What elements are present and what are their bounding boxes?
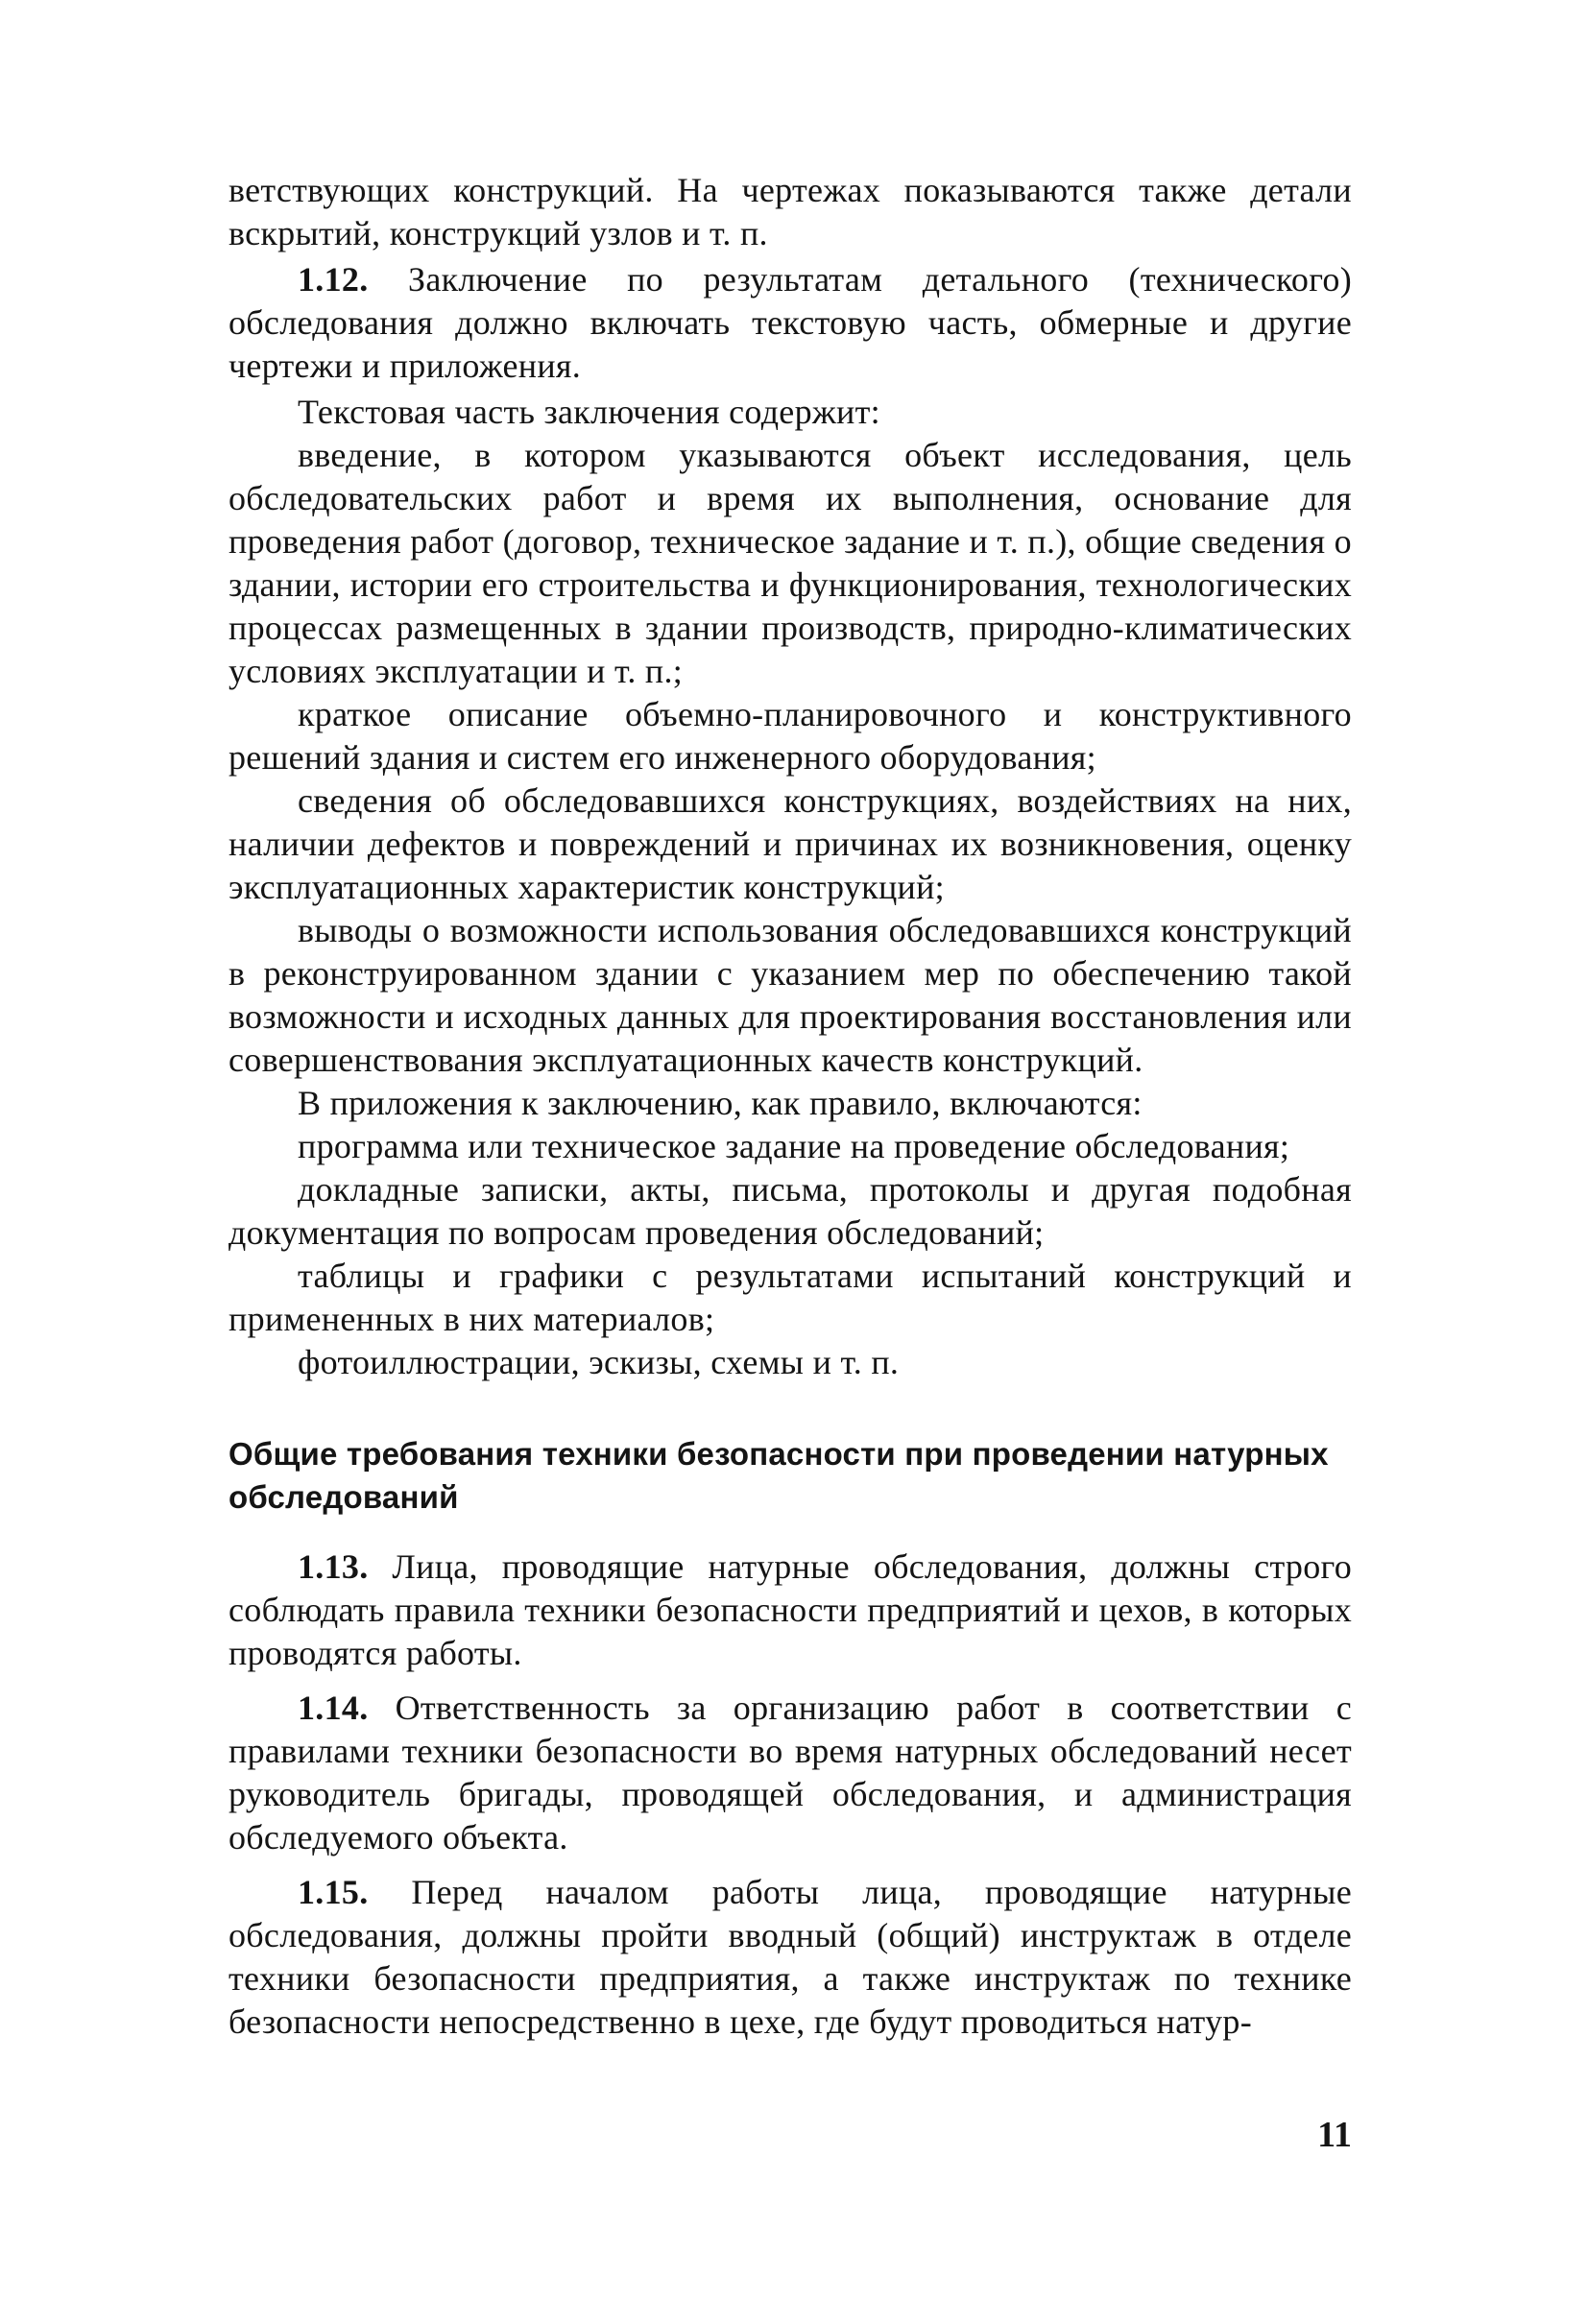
section-heading: Общие требования техники безопасности при проведении натурных обследований (229, 1436, 1329, 1515)
section-text: Заключение по результатам детального (технического) обследования должно включать текстовую часть, обмерные и другие чертежи и приложения. (229, 260, 1352, 385)
list-item: фотоиллюстрации, эскизы, схемы и т. п. (298, 1343, 900, 1381)
list-item: введение, в котором указываются объект исследования, цель обследовательских работ и время их выполнения, основание для проведения работ (договор, техническое задание и т. п.), общие сведения о здании, истории его строительства и функционирования, технологических процессах размещенных в здании производств, природно-климатических условиях эксплуатации и т. п.; (229, 436, 1352, 690)
list-item: краткое описание объемно-планировочного и конструктивного решений здания и систем его инженерного оборудования; (229, 695, 1352, 777)
section-number: 1.13. (298, 1547, 369, 1586)
list-item: выводы о возможности использования обследовавшихся конструкций в реконструированном здании с указанием мер по обеспечению такой возможности и исходных данных для проектирования восстановления или совершенствования эксплуатационных качеств конструкций. (229, 911, 1352, 1079)
section-text: Перед началом работы лица, проводящие натурные обследования, должны пройти вводный (общий) инструктаж в отделе техники безопасности предприятия, а также инструктаж по технике безопасности непосредственно в цехе, где будут проводиться натур- (229, 1873, 1352, 2041)
list-item: сведения об обследовавшихся конструкциях, воздействиях на них, наличии дефектов и повреждений и причинах их возникновения, оценку эксплуатационных характеристик конструкций; (229, 781, 1352, 906)
section-number: 1.14. (298, 1689, 369, 1727)
list-item: таблицы и графики с результатами испытаний конструкций и примененных в них материалов; (229, 1257, 1352, 1338)
paragraph: В приложения к заключению, как правило, включаются: (298, 1084, 1143, 1122)
list-item: докладные записки, акты, письма, протоколы и другая подобная документация по вопросам проведения обследований; (229, 1170, 1352, 1252)
list-item: программа или техническое задание на проведение обследования; (298, 1127, 1290, 1165)
section-1-14 (229, 1687, 1352, 1859)
page-body (229, 169, 1352, 2044)
section-text: Лица, проводящие натурные обследования, должны строго соблюдать правила техники безопасности предприятий и цехов, в которых проводятся работы. (229, 1547, 1352, 1672)
paragraph-continuation: ветствующих конструкций. На чертежах показываются также детали вскрытий, конструкций узлов и т. п. (229, 171, 1352, 252)
page-number: 11 (1317, 2115, 1352, 2155)
section-number: 1.12. (298, 260, 369, 299)
section-1-13 (229, 1545, 1352, 1675)
section-1-15 (229, 1871, 1352, 2044)
section-1-12 (229, 258, 1352, 388)
section-text: Ответственность за организацию работ в соответствии с правилами техники безопасности во время натурных обследований несет руководитель бригады, проводящей обследования, и администрация обследуемого объекта. (229, 1689, 1352, 1857)
paragraph: Текстовая часть заключения содержит: (298, 393, 880, 431)
section-number: 1.15. (298, 1873, 369, 1911)
